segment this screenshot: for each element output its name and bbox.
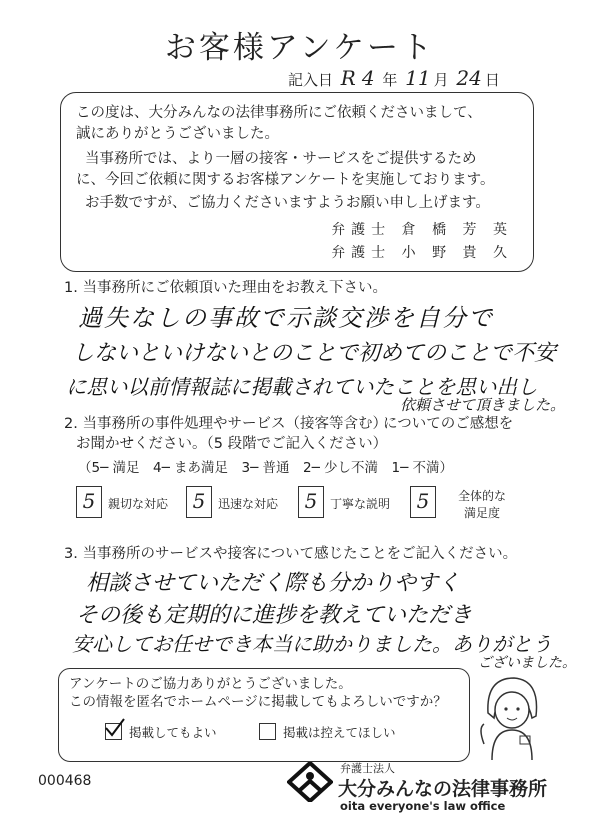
- rating-box-kindness[interactable]: 5: [76, 486, 102, 518]
- rating-label: 迅速な対応: [218, 497, 279, 511]
- entry-date: [288, 66, 500, 90]
- check-mark-icon: [104, 718, 126, 738]
- consent-yes-label: 掲載してもよい: [129, 725, 217, 740]
- date-era: R: [340, 66, 356, 90]
- q2-question-end: についてのご感想を: [383, 416, 514, 432]
- intro-line: お手数ですが、ご協力くださいますようお願い申し上げます。: [85, 195, 490, 211]
- consent-box: [58, 668, 470, 762]
- consent-no-checkbox[interactable]: [259, 723, 276, 740]
- intro-box: [60, 92, 534, 272]
- q1-answer-line: しないといけないとのことで初めてのことで不安: [72, 341, 557, 366]
- lawyer-name: 弁護士 倉 橋 芳 英: [331, 222, 513, 238]
- rating-scale: （5─ 満足 4─ まあ満足 3─ 普通 2─ 少し不満 1─ 不満）: [78, 460, 454, 476]
- q3-answer-line: ございました。: [478, 655, 576, 671]
- q1-answer-line: に思い以前情報誌に掲載されていたことを思い出し: [66, 375, 538, 399]
- serial-number: 000468: [38, 773, 92, 789]
- date-month-unit: 月: [433, 71, 449, 89]
- rating-label-line: 全体的な: [457, 489, 506, 503]
- rating-box-speed[interactable]: 5: [186, 486, 212, 518]
- q1-question: 1. 当事務所にご依頼頂いた理由をお教え下さい。: [64, 280, 387, 296]
- date-day: 24: [456, 66, 482, 90]
- lawyer-name: 弁護士 小 野 貴 久: [331, 245, 513, 261]
- q3-question: 3. 当事務所のサービスや接客について感じたことをご記入ください。: [64, 546, 518, 562]
- consent-no-label: 掲載は控えてほしい: [283, 725, 396, 740]
- date-year: 4: [361, 66, 375, 90]
- date-year-unit: 年: [382, 71, 398, 89]
- consent-line: この情報を匿名でホームページに掲載してもよろしいですか？: [69, 694, 447, 710]
- consent-line: アンケートのご協力ありがとうございました。: [69, 676, 352, 692]
- rating-box-overall[interactable]: 5: [410, 486, 436, 518]
- rating-label-line: 満足度: [463, 506, 500, 520]
- intro-line: 誠にありがとうございました。: [76, 126, 279, 142]
- date-month: 11: [405, 66, 431, 90]
- q2-question: お聞かせください。（5 段階でご記入ください）: [76, 436, 388, 452]
- page-title: お客様アンケート: [164, 30, 436, 66]
- date-day-unit: 日: [484, 71, 500, 89]
- consent-yes-checkbox[interactable]: [105, 723, 122, 740]
- firm-type: 弁護士法人: [340, 762, 395, 775]
- date-label: 記入日: [288, 71, 334, 89]
- rating-label: [452, 487, 512, 521]
- intro-line: 当事務所では、より一層の接客・サービスをご提供するため: [85, 151, 477, 167]
- firm-name-en: oita everyone's law office: [340, 799, 506, 813]
- intro-line: この度は、大分みんなの法律事務所にご依頼くださいまして、: [76, 105, 482, 121]
- q1-answer-line: 依頼させて頂きました。: [400, 396, 566, 414]
- q2-question: 2. 当事務所の事件処理やサービス（接客等含む）: [64, 416, 387, 432]
- q3-answer-line: その後も定期的に進捗を教えていただき: [76, 603, 473, 628]
- rating-label: 丁寧な説明: [330, 497, 391, 511]
- mascot-illustration: [476, 668, 548, 760]
- intro-line: に、今回ご依頼に関するお客様アンケートを実施しております。: [76, 172, 495, 188]
- q1-answer-line: 過失なしの事故で示談交渉を自分で: [78, 304, 494, 332]
- q3-answer-line: 相談させていただく際も分かりやすく: [86, 571, 461, 596]
- q3-answer-line: 安心してお任せでき本当に助かりました。ありがとう: [72, 632, 552, 656]
- firm-name: 大分みんなの法律事務所: [338, 778, 548, 800]
- rating-label: 親切な対応: [108, 497, 169, 511]
- firm-logo-icon: [287, 762, 333, 802]
- rating-box-explanation[interactable]: 5: [298, 486, 324, 518]
